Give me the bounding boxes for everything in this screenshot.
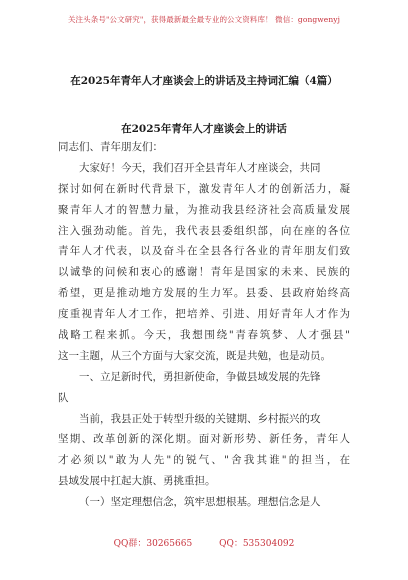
heading-line: 队 [58, 391, 69, 404]
promo-banner: 关注头条号"公文研究"，获得最新最全最专业的公文资料库！ 微信：gongwenyj [67, 15, 341, 24]
body-line: 注入强劲动能。首先，我代表县委组织部，向在座的各位 [58, 224, 350, 237]
body-line: 当前，我县正处于转型升级的关键期、乡村振兴的攻 [79, 412, 321, 425]
subheading-line: （一）坚定理想信念，筑牢思想根基。理想信念是人 [79, 496, 321, 509]
body-line: 度重视青年人才工作，把培养、引进、用好青年人才作为 [58, 308, 350, 321]
body-line: 青年人才代表，以及奋斗在全县各行各业的青年朋友们致 [58, 245, 350, 258]
body-line: 坚期、改革创新的深化期。面对新形势、新任务，青年人 [58, 433, 350, 446]
body-line: 才必须以"敢为人先"的锐气、"舍我其谁"的担当，在 [58, 454, 350, 467]
body-line: 县域发展中扛起大旗、勇挑重担。 [58, 475, 216, 488]
body-line: 以诚挚的问候和衷心的感谢！青年是国家的未来、民族的 [58, 266, 350, 279]
document-title: 在2025年青年人才座谈会上的讲话及主持词汇编（4篇） [70, 75, 338, 87]
qq-group-text: QQ群：30265665 [113, 539, 193, 549]
body-line: 探讨如何在新时代背景下，激发青年人才的创新活力，凝 [58, 182, 350, 195]
section-title: 在2025年青年人才座谈会上的讲话 [121, 123, 287, 135]
body-line: 战略工程来抓。今天，我想围绕"青春筑梦、人才强县" [58, 329, 350, 342]
body-line: 聚青年人才的智慧力量，为推动我县经济社会高质量发展 [58, 203, 350, 216]
qq-contact-text: QQ：535304092 [219, 539, 295, 549]
heading-line: 一、立足新时代，勇担新使命，争做县域发展的先锋 [79, 370, 321, 383]
body-line: 大家好！今天，我们召开全县青年人才座谈会，共同 [79, 161, 321, 174]
body-line: 希望，更是推动地方发展的生力军。县委、县政府始终高 [58, 287, 350, 300]
salutation-line: 同志们、青年朋友们： [58, 141, 163, 153]
contact-footer [0, 536, 408, 549]
body-line: 这一主题，从三个方面与大家交流，既是共勉，也是动员。 [58, 349, 331, 362]
speech-body [58, 137, 350, 513]
